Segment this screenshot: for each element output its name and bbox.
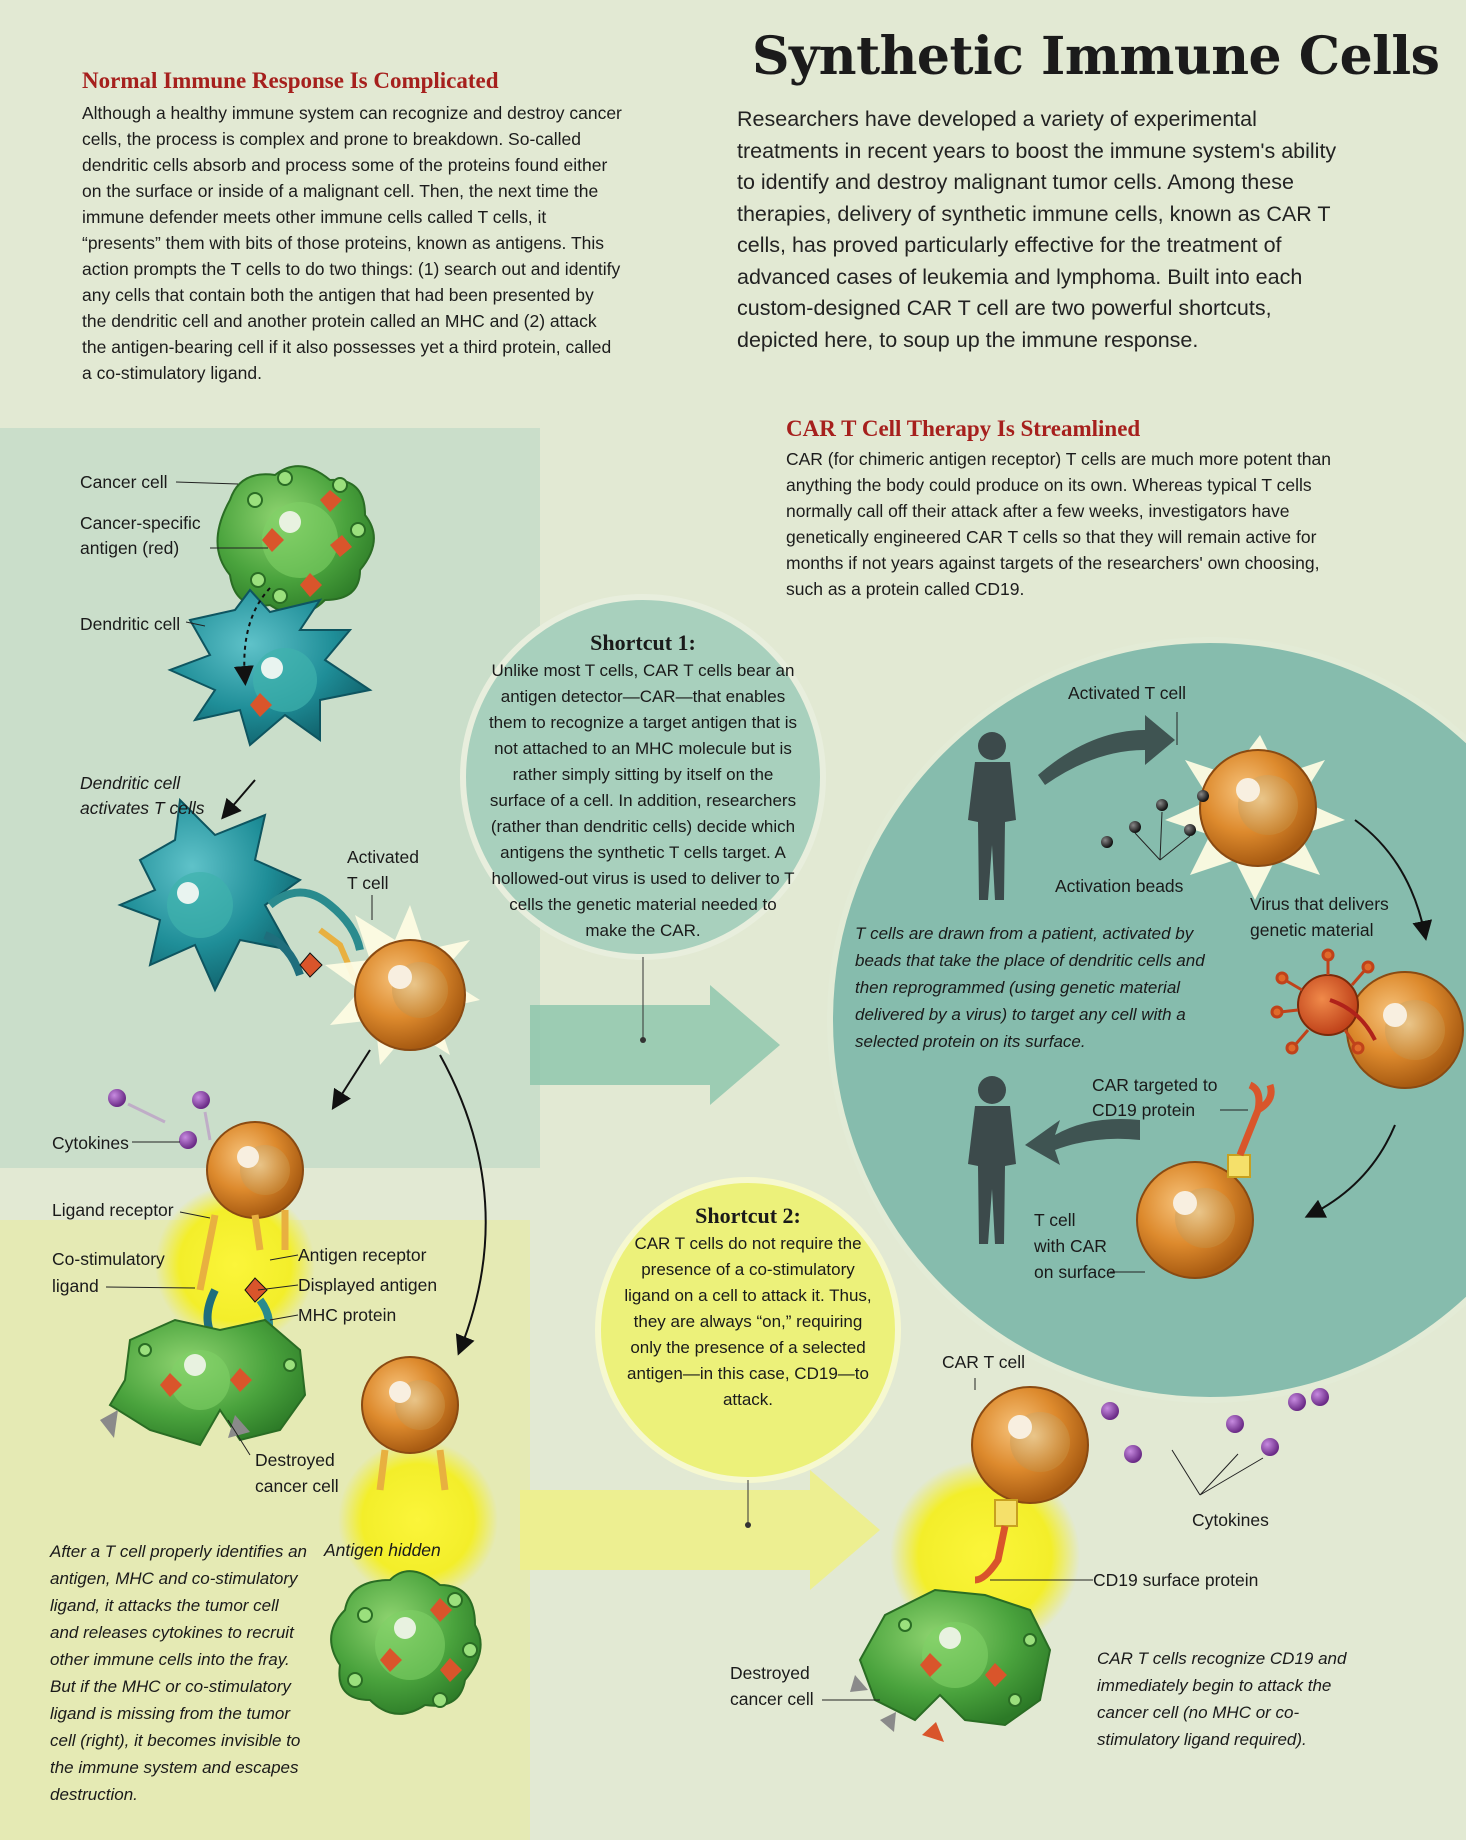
label-cancer-cell: Cancer cell [80, 472, 168, 492]
t-cell-attacking [207, 1122, 303, 1218]
label-destroyed-left-1: Destroyed [255, 1450, 335, 1470]
label-costim-1: Co-stimulatory [52, 1249, 165, 1269]
shortcut1-heading: Shortcut 1: [590, 630, 696, 655]
label-activated-t-cell-2: T cell [347, 873, 389, 893]
label-dendritic-activates-2: activates T cells [80, 798, 205, 818]
t-cell-bottom-left [362, 1357, 458, 1453]
cancer-cell-hidden [331, 1571, 481, 1714]
intro-text: Researchers have developed a variety of experimental treatments in recent years to boost the immune system's ability to identify and destroy malignant tumor cells. Among these therapies, delivery of synthetic immune cells, known as CAR T cells, has proved particularly effective for the treatment of advanced cases of leukemia and lymphoma. Built into each custom-designed CAR T cell are two powerful shortcuts, depicted here, to soup up the immune response. [737, 107, 1337, 352]
shortcut1-text: Unlike most T cells, CAR T cells bear an antigen detector—CAR—that enables them to recognize a target antigen that is not attached to an MHC molecule but is rather simply sitting by itself on the surface of a cell. In addition, researchers (rather than dendritic cells) decide which antigens the synthetic T cells target. A hollowed-out virus is used to deliver to T cells the genetic material needed to make the CAR. [488, 661, 798, 940]
caption-right-bottom: CAR T cells recognize CD19 and immediately begin to attack the cancer cell (no MHC or co-stimulatory ligand required). [1097, 1649, 1347, 1749]
car-heading: CAR T Cell Therapy Is Streamlined [786, 416, 1141, 441]
label-activated-t-cell-1: Activated [347, 847, 419, 867]
label-cd19-surface: CD19 surface protein [1093, 1570, 1259, 1590]
shortcut2-text-block [618, 1203, 878, 1413]
label-mhc-protein: MHC protein [298, 1305, 397, 1325]
label-virus-2: genetic material [1250, 920, 1374, 940]
label-dendritic-activates-1: Dendritic cell [80, 773, 181, 793]
caption-circle: T cells are drawn from a patient, activated by beads that take the place of dendritic cells and then reprogrammed (using genetic material delivered by a virus) to target any cell with a selected protein on its surface. [855, 924, 1205, 1051]
label-activation-beads: Activation beads [1055, 876, 1184, 896]
label-antigen-hidden: Antigen hidden [324, 1540, 441, 1560]
label-cancer-antigen-2: antigen (red) [80, 538, 180, 558]
label-displayed-antigen: Displayed antigen [298, 1275, 438, 1295]
car-text: CAR (for chimeric antigen receptor) T cells are much more potent than anything the body could produce on its own. Whereas typical T cells normally call off their attack after a few weeks, investigators have genetically engineered CAR T cells so that they will remain active for months if not years against targets of the researchers' own choosing, such as a protein called CD19. [786, 449, 1332, 599]
label-destroyed-right-1: Destroyed [730, 1663, 810, 1683]
shortcut2-text: CAR T cells do not require the presence of a co-stimulatory ligand on a cell to attack it. Thus, they are always “on,” requiring only the presence of a selected antigen—in this case, CD19—to attack. [624, 1234, 872, 1409]
label-activated-t-cell-right: Activated T cell [1068, 683, 1187, 703]
shortcut1-text-block [488, 630, 798, 944]
shortcut2-heading: Shortcut 2: [695, 1203, 801, 1228]
label-ligand-receptor: Ligand receptor [52, 1200, 174, 1220]
label-car-t-cell: CAR T cell [942, 1352, 1025, 1372]
label-costim-2: ligand [52, 1276, 99, 1296]
label-car-targeted-1: CAR targeted to [1092, 1075, 1218, 1095]
normal-heading: Normal Immune Response Is Complicated [82, 68, 499, 93]
label-tcell-car-2: with CAR [1034, 1236, 1107, 1256]
label-tcell-car-1: T cell [1034, 1210, 1076, 1230]
label-dendritic-cell: Dendritic cell [80, 614, 181, 634]
label-car-targeted-2: CD19 protein [1092, 1100, 1196, 1120]
label-cancer-antigen-1: Cancer-specific [80, 513, 201, 533]
label-tcell-car-3: on surface [1034, 1262, 1116, 1282]
label-destroyed-right-2: cancer cell [730, 1689, 814, 1709]
label-virus-1: Virus that delivers [1250, 894, 1389, 914]
label-destroyed-left-2: cancer cell [255, 1476, 339, 1496]
label-antigen-receptor: Antigen receptor [298, 1245, 427, 1265]
label-cytokines-left: Cytokines [52, 1133, 129, 1153]
page-title: Synthetic Immune Cells [752, 26, 1440, 87]
normal-text: Although a healthy immune system can recognize and destroy cancer cells, the process is complex and prone to breakdown. So-called dendritic cells absorb and process some of the proteins found either on the surface or inside of a malignant cell. Then, the next time the immune defender meets other immune cells called T cells, it “presents” them with bits of those proteins, known as antigens. This action prompts the T cells to do two things: (1) search out and identify any cells that contain both the antigen that had been presented by the dendritic cell and another protein called an MHC and (2) attack the antigen-bearing cell if it also possesses yet a third protein, called a co-stimulatory ligand. [82, 103, 622, 383]
cancer-cell-top [218, 466, 374, 614]
label-cytokines-right: Cytokines [1192, 1510, 1269, 1530]
caption-left-bottom: After a T cell properly identifies an antigen, MHC and co-stimulatory ligand, it attacks the tumor cell and releases cytokines to recruit other immune cells into the fray. But if the MHC or co-stimulatory ligand is missing from the tumor cell (right), it becomes invisible to the immune system and escapes destruction. [50, 1542, 308, 1804]
